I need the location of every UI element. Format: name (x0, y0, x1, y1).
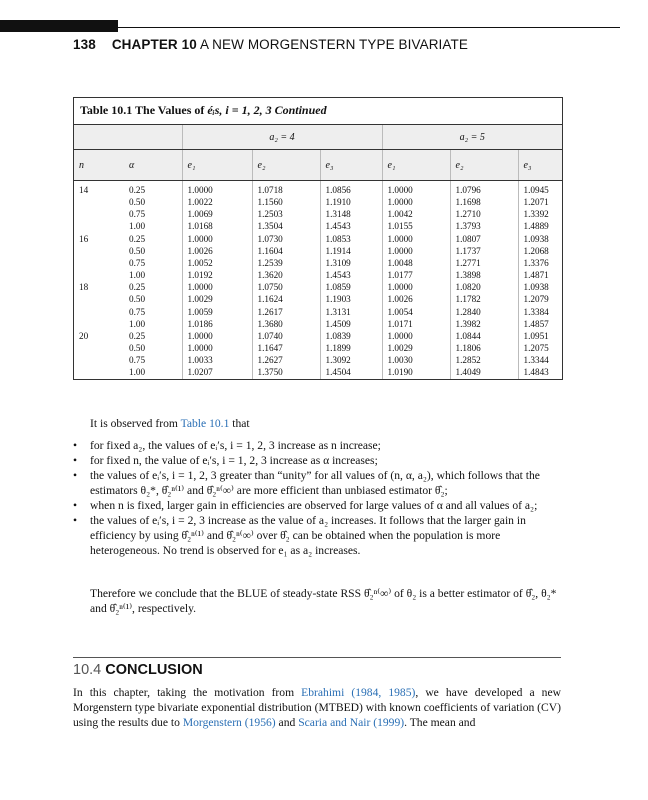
table-cell: 1.2075 (518, 342, 562, 354)
table-row (74, 245, 562, 257)
table-cell: 1.4889 (518, 220, 562, 232)
table-cell: 1.2079 (518, 293, 562, 305)
table-cell (74, 245, 124, 257)
table-cell: 1.3680 (252, 318, 320, 330)
table-cell: 1.00 (129, 367, 146, 378)
bullet-icon: • (73, 499, 78, 512)
table-cell: 1.0190 (382, 366, 450, 378)
citation-link-scaria-nair[interactable]: Scaria and Nair (1999) (298, 716, 405, 729)
table-cell: 1.4857 (518, 318, 562, 330)
bullet-text: the values of eᵢ′s, i = 1, 2, 3 greater than “unity” for all values of (n, α, a₂), which follows that the estimators θ₂*, θ̂₂ⁿ⁽¹⁾ and θ̂₂ⁿ⁽∞⁾ are more efficient than unbiased estimator θ̂₂; (90, 469, 540, 497)
table-cell: 1.0000 (182, 281, 252, 293)
table-cell: 1.0171 (382, 318, 450, 330)
table-cell (74, 196, 124, 208)
table-cell: 1.0054 (382, 306, 450, 318)
table-cell: 1.3750 (252, 366, 320, 378)
table-cell: 1.0820 (450, 281, 518, 293)
citation-link-ebrahimi[interactable]: Ebrahimi (1984, 1985) (301, 686, 416, 699)
table-cell: 0.25 (129, 282, 146, 293)
table-cell: 1.1560 (252, 196, 320, 208)
table-cell: 1.00 (129, 221, 146, 232)
table-cell: 1.0000 (182, 181, 252, 197)
bullet-icon: • (73, 469, 78, 482)
table-cell: 1.2503 (252, 208, 320, 220)
table-cell: 1.1737 (450, 245, 518, 257)
table-row (74, 196, 562, 208)
table-cell: 0.75 (129, 257, 146, 268)
table-cell: 1.00 (129, 318, 146, 329)
table-cell (74, 293, 124, 305)
conclusion-sentence (73, 586, 561, 616)
chapter-title: A NEW MORGENSTERN TYPE BIVARIATE (199, 37, 468, 52)
table-cell: 1.3148 (320, 208, 382, 220)
table-cell: 1.2710 (450, 208, 518, 220)
table-cell: 1.4843 (518, 366, 562, 378)
bullet-text: for fixed a₂, the values of eᵢ′s, i = 1, 2, 3 increase as n increase; (90, 439, 381, 452)
table-row (74, 257, 562, 269)
observation-list (73, 438, 561, 558)
table-cell: 1.0192 (182, 269, 252, 281)
table-cell (74, 257, 124, 269)
intro-suffix: that (229, 417, 250, 430)
table-cell: 18 (79, 282, 89, 293)
table-cell (74, 354, 124, 366)
table-row (74, 208, 562, 220)
table-cell: 1.0750 (252, 281, 320, 293)
table-cell: 0.50 (129, 245, 146, 256)
table-cell: 0.25 (129, 233, 146, 244)
table-cell: 1.0938 (518, 233, 562, 245)
table-cell: 1.0951 (518, 330, 562, 342)
table-cell: 1.1914 (320, 245, 382, 257)
table-cell: 1.0807 (450, 233, 518, 245)
table-cell: 0.50 (129, 343, 146, 354)
table-row (74, 342, 562, 354)
table-cell: 1.3793 (450, 220, 518, 232)
table-cell (74, 269, 124, 281)
table-cell: 1.3109 (320, 257, 382, 269)
table-cell: 1.0945 (518, 181, 562, 197)
table-cell: 1.0029 (382, 342, 450, 354)
table-row (74, 354, 562, 366)
group-header-blank (124, 125, 182, 150)
table-cell: 1.0839 (320, 330, 382, 342)
table-cell (74, 208, 124, 220)
bullet-icon: • (73, 514, 78, 527)
table-cell: 1.0844 (450, 330, 518, 342)
table-row (74, 330, 562, 342)
table-cell: 14 (79, 185, 89, 195)
table-cell: 1.0718 (252, 181, 320, 197)
table-cell: 1.0155 (382, 220, 450, 232)
list-item (73, 468, 561, 498)
table-cell: 1.0207 (182, 366, 252, 378)
values-table (73, 97, 563, 380)
table-cell: 1.0000 (182, 342, 252, 354)
table-cell: 1.1899 (320, 342, 382, 354)
table-cell: 20 (79, 330, 89, 341)
table-cell: 1.4543 (320, 220, 382, 232)
table-cell: 1.0853 (320, 233, 382, 245)
table-cell: 1.1604 (252, 245, 320, 257)
col-header-e1: e₁ (182, 150, 252, 181)
table-cell: 1.1624 (252, 293, 320, 305)
data-table (74, 125, 562, 379)
table-cell: 1.00 (129, 270, 146, 281)
col-header-e2: e₂ (450, 150, 518, 181)
table-row (74, 181, 562, 197)
table-row (74, 366, 562, 378)
group-header-a2-4: a₂ = 4 (182, 125, 382, 150)
table-cell: 0.75 (129, 306, 146, 317)
paragraph-text: and (275, 716, 299, 729)
table-row (74, 293, 562, 305)
table-cell: 1.0059 (182, 306, 252, 318)
table-caption-symbol: éᵢs, i = 1, 2, 3 (207, 103, 272, 117)
table-cell: 1.4871 (518, 269, 562, 281)
table-cell: 1.2617 (252, 306, 320, 318)
table-cell: 0.50 (129, 197, 146, 208)
table-caption (74, 98, 562, 125)
column-header-row (74, 150, 562, 181)
col-header-e3: e₃ (518, 150, 562, 181)
table-cell: 1.3982 (450, 318, 518, 330)
table-body (74, 181, 562, 379)
table-cell: 1.0740 (252, 330, 320, 342)
table-cell: 1.3376 (518, 257, 562, 269)
table-cell: 0.75 (129, 355, 146, 366)
table-cell: 1.0052 (182, 257, 252, 269)
table-cell: 1.1910 (320, 196, 382, 208)
table-cell: 1.1782 (450, 293, 518, 305)
table-cell: 1.2539 (252, 257, 320, 269)
table-cell: 1.2771 (450, 257, 518, 269)
table-cell: 1.0000 (382, 330, 450, 342)
table-cell: 16 (79, 233, 89, 244)
list-item (73, 498, 561, 513)
table-cell: 1.0030 (382, 354, 450, 366)
table-cell: 1.4049 (450, 366, 518, 378)
table-cell: 1.3092 (320, 354, 382, 366)
bullet-icon: • (73, 439, 78, 452)
table-cell: 1.1698 (450, 196, 518, 208)
table-row (74, 233, 562, 245)
table-cell: 1.0938 (518, 281, 562, 293)
table-cell: 0.25 (129, 185, 146, 195)
table-cell: 1.1903 (320, 293, 382, 305)
table-cell: 1.0730 (252, 233, 320, 245)
bullet-icon: • (73, 454, 78, 467)
group-header-blank (74, 125, 124, 150)
table-cell (74, 366, 124, 378)
table-cell: 1.0026 (182, 245, 252, 257)
table-cell: 1.4504 (320, 366, 382, 378)
table-cell: 0.25 (129, 330, 146, 341)
table-cell: 1.0000 (382, 233, 450, 245)
table-cell: 1.0029 (182, 293, 252, 305)
table-cell: 1.1647 (252, 342, 320, 354)
table-cell: 1.2627 (252, 354, 320, 366)
table-reference-link[interactable]: Table 10.1 (180, 417, 230, 430)
header-rule (0, 27, 620, 28)
bullet-text: the values of eᵢ′s, i = 2, 3 increase as the value of a₂ increases. It follows that the larger gain in efficiency by using θ̂₂ⁿ⁽¹⁾ and θ̂₂ⁿ⁽∞⁾ over θ̂₂ can be obtained when the population is more heterogeneous. No trend is observed for e₁ as a₂ increases. (90, 514, 526, 557)
table-cell: 0.75 (129, 209, 146, 220)
group-header-a2-5: a₂ = 5 (382, 125, 562, 150)
table-cell (74, 306, 124, 318)
table-cell: 1.0000 (182, 233, 252, 245)
section-number: 10.4 (73, 662, 102, 678)
table-cell: 1.0042 (382, 208, 450, 220)
table-cell: 1.2068 (518, 245, 562, 257)
table-row (74, 269, 562, 281)
table-cell: 1.0859 (320, 281, 382, 293)
col-header-e2: e₂ (252, 150, 320, 181)
col-header-e3: e₃ (320, 150, 382, 181)
paragraph-text: In this chapter, taking the motivation from (73, 686, 302, 699)
section-title: CONCLUSION (105, 662, 203, 678)
table-cell: 1.0000 (382, 281, 450, 293)
table-caption-prefix: Table 10.1 The Values of (80, 103, 208, 117)
table-cell: 1.0000 (382, 196, 450, 208)
table-cell: 1.3620 (252, 269, 320, 281)
table-cell: 1.0033 (182, 354, 252, 366)
list-item (73, 438, 561, 453)
table-cell: 0.50 (129, 294, 146, 305)
table-cell: 1.3504 (252, 220, 320, 232)
list-item (73, 513, 561, 558)
table-cell: 1.0186 (182, 318, 252, 330)
col-header-alpha: α (124, 150, 182, 181)
page-number: 138 (73, 37, 96, 52)
observation-intro (73, 416, 578, 431)
table-cell: 1.3384 (518, 306, 562, 318)
table-cell: 1.0000 (182, 330, 252, 342)
bullet-text: when n is fixed, larger gain in efficiencies are observed for large values of α and all values of a₂; (90, 499, 538, 512)
table-cell (74, 220, 124, 232)
table-cell: 1.0022 (182, 196, 252, 208)
paragraph-text: . The mean and (404, 716, 476, 729)
conclusion-sentence-text: Therefore we conclude that the BLUE of steady-state RSS θ̂₂ⁿ⁽∞⁾ of θ₂ is a better estimator of θ̂₂, θ₂* and θ̂₂ⁿ⁽¹⁾, respectively. (90, 587, 557, 615)
table-cell: 1.1806 (450, 342, 518, 354)
intro-prefix: It is observed from (90, 417, 181, 430)
conclusion-paragraph (73, 685, 561, 730)
table-row (74, 318, 562, 330)
section-rule (73, 657, 561, 658)
table-cell: 1.2071 (518, 196, 562, 208)
paragraph-text: , we have developed a new Morgenstern type bivariate exponential distribution (MTBED) with known coefficients of variation (CV) using the results due to (73, 686, 562, 729)
table-row (74, 281, 562, 293)
section-heading (73, 662, 203, 678)
table-cell: 1.2852 (450, 354, 518, 366)
table-cell: 1.4509 (320, 318, 382, 330)
table-cell: 1.0069 (182, 208, 252, 220)
table-cell (74, 342, 124, 354)
table-cell: 1.0856 (320, 181, 382, 197)
table-cell (74, 318, 124, 330)
table-caption-suffix: Continued (274, 103, 327, 117)
list-item (73, 453, 561, 468)
table-row (74, 220, 562, 232)
citation-link-morgenstern[interactable]: Morgenstern (1956) (182, 716, 276, 729)
chapter-label: CHAPTER 10 (111, 37, 197, 52)
table-cell: 1.0177 (382, 269, 450, 281)
table-cell: 1.0796 (450, 181, 518, 197)
header-bar (0, 20, 118, 32)
bullet-text: for fixed n, the value of eᵢ′s, i = 1, 2, 3 increase as α increases; (90, 454, 378, 467)
table-cell: 1.3344 (518, 354, 562, 366)
col-header-e1: e₁ (382, 150, 450, 181)
running-head (73, 37, 468, 52)
table-cell: 1.0000 (382, 181, 450, 197)
table-cell: 1.3898 (450, 269, 518, 281)
table-cell: 1.2840 (450, 306, 518, 318)
table-cell: 1.3131 (320, 306, 382, 318)
table-cell: 1.3392 (518, 208, 562, 220)
table-cell: 1.0048 (382, 257, 450, 269)
col-header-n: n (74, 150, 124, 181)
table-cell: 1.0000 (382, 245, 450, 257)
table-cell: 1.4543 (320, 269, 382, 281)
table-cell: 1.0026 (382, 293, 450, 305)
table-cell: 1.0168 (182, 220, 252, 232)
table-row (74, 306, 562, 318)
